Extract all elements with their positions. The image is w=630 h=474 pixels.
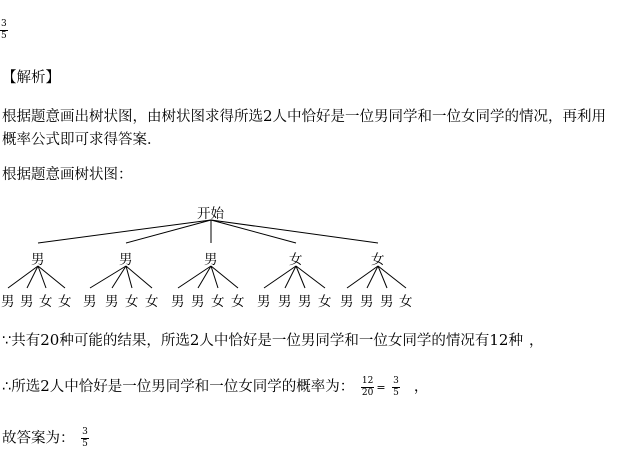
tree-leaf-node: 女 — [211, 294, 225, 310]
tree-leaf-node: 男 — [105, 294, 119, 310]
text-segment: 人中恰好是一位男同学和一位女同学的概率为： — [49, 379, 355, 395]
paragraph-1-line-2: 概率公式即可求得答案． — [2, 132, 162, 148]
tree-leaf-node: 男 — [298, 294, 312, 310]
text-segment: 人中恰好是一位男同学和一位女同学的情况，再利用 — [272, 109, 607, 125]
text-segment: 种可能的结果，所选 — [59, 333, 190, 349]
fraction-denominator: 20 — [361, 387, 374, 398]
comma: ， — [413, 379, 429, 395]
result-line — [2, 330, 543, 351]
tree-leaf-node: 男 — [191, 294, 205, 310]
tree-leaf-node: 男 — [278, 294, 292, 310]
tree-branch-node: 男 — [31, 252, 45, 268]
text-segment: 人中恰好是一位男同学和一位女同学的情况有 — [199, 333, 490, 349]
tree-leaf-node: 男 — [360, 294, 374, 310]
tree-leaf-node: 女 — [145, 294, 159, 310]
final-answer-fraction — [81, 428, 89, 449]
tree-leaf-node: 男 — [171, 294, 185, 310]
text-segment: 种 — [508, 333, 523, 349]
tree-branch-node: 女 — [289, 252, 303, 268]
tree-leaf-node: 女 — [58, 294, 72, 310]
number-20: 20 — [40, 331, 60, 349]
fraction-denominator: 5 — [82, 439, 88, 449]
tree-branch-node: 男 — [119, 252, 133, 268]
text-segment: ∵共有 — [2, 333, 41, 349]
final-answer-line — [2, 428, 91, 449]
number-2: 2 — [263, 107, 273, 125]
tree-leaf-node: 女 — [125, 294, 139, 310]
probability-line — [2, 376, 428, 398]
fraction-12-20 — [361, 377, 374, 398]
analysis-heading: 【解析】 — [2, 70, 60, 86]
tree-leaf-node: 女 — [231, 294, 245, 310]
tree-root: 开始 — [197, 206, 224, 222]
number-2: 2 — [40, 377, 50, 395]
tree-leaf-node: 女 — [399, 294, 413, 310]
fraction-denominator: 5 — [393, 387, 399, 398]
text-segment: ∴所选 — [2, 379, 41, 395]
fraction-denominator: 5 — [1, 31, 7, 41]
fraction-numerator: 12 — [361, 375, 374, 386]
tree-leaf-node: 男 — [83, 294, 97, 310]
fraction-numerator: 3 — [393, 375, 399, 386]
text-segment: 根据题意画出树状图，由树状图求得所选 — [2, 109, 263, 125]
tree-leaf-node: 男 — [20, 294, 34, 310]
tree-branch-node: 男 — [204, 252, 218, 268]
fraction-numerator: 3 — [82, 427, 88, 437]
tree-branch-node: 女 — [371, 252, 385, 268]
tree-leaf-node: 男 — [340, 294, 354, 310]
comma: ， — [528, 333, 544, 349]
tree-leaf-node: 男 — [257, 294, 271, 310]
paragraph-2: 根据题意画树状图： — [2, 167, 133, 183]
fraction-numerator: 3 — [1, 19, 7, 29]
tree-leaf-node: 男 — [1, 294, 15, 310]
tree-leaf-node: 女 — [318, 294, 332, 310]
tree-leaf-node: 女 — [39, 294, 53, 310]
fraction-3-5 — [392, 377, 400, 398]
number-2: 2 — [189, 331, 200, 349]
number-12: 12 — [489, 331, 509, 349]
equals-sign: = — [376, 381, 386, 394]
text-segment: 故答案为： — [2, 430, 75, 447]
tree-leaf-node: 男 — [380, 294, 394, 310]
